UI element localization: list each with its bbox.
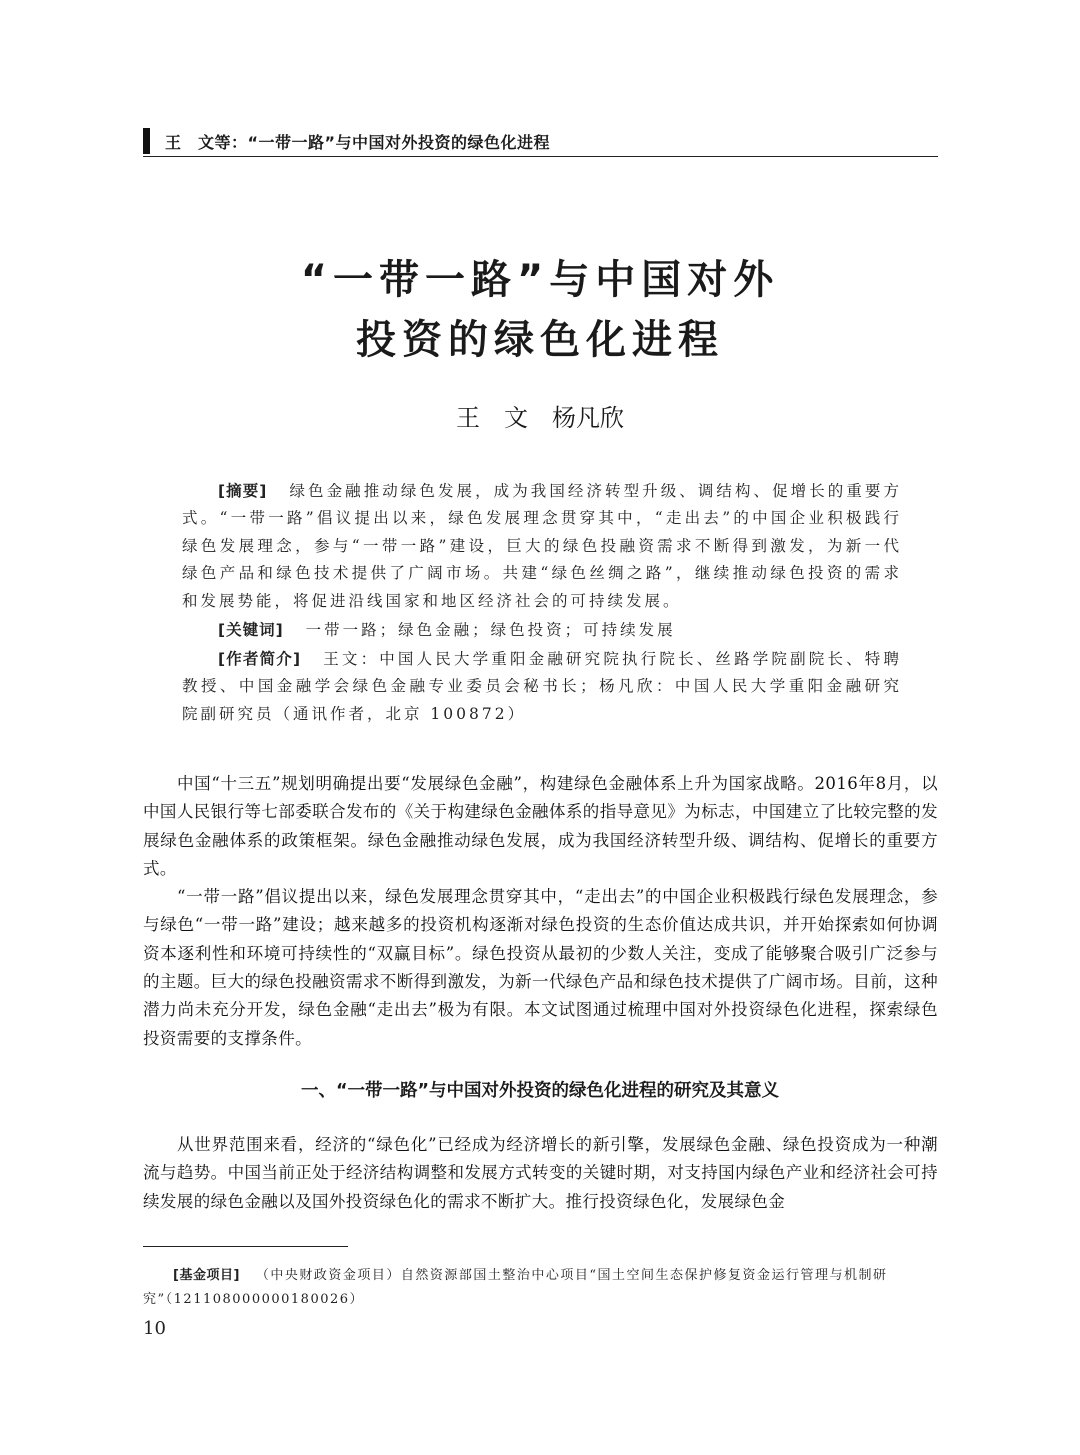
article-title-line1: “一带一路”与中国对外 xyxy=(300,257,780,303)
abstract-text: 绿色金融推动绿色发展，成为我国经济转型升级、调结构、促增长的重要方式。“一带一路”倡议提出以来，绿色发展理念贯穿其中，“走出去”的中国企业积极践行绿色发展理念，参与“一带一路”建设，巨大的绿色投融资需求不断得到激发，为新一代绿色产品和绿色技术提供了广阔市场。共建“绿色丝绸之路”，继续推动绿色投资的需求和发展势能，将促进沿线国家和地区经济社会的可持续发展。 xyxy=(182,482,902,610)
footnote-label: [基金项目] xyxy=(173,1268,240,1283)
section-heading: 一、“一带一路”与中国对外投资的绿色化进程的研究及其意义 xyxy=(300,1081,779,1101)
running-head xyxy=(143,126,938,157)
body-paragraph-1: 中国“十三五”规划明确提出要“发展绿色金融”，构建绿色金融体系上升为国家战略。2016年8月，以中国人民银行等七部委联合发布的《关于构建绿色金融体系的指导意见》为标志，中国建立了比较完整的发展绿色金融体系的政策框架。绿色金融推动绿色发展，成为我国经济转型升级、调结构、促增长的重要方式。 xyxy=(143,774,938,878)
abstract xyxy=(182,478,902,615)
keywords-text: 一带一路；绿色金融；绿色投资；可持续发展 xyxy=(305,621,676,639)
keywords xyxy=(182,617,902,644)
abstract-label: [摘要] xyxy=(218,482,268,500)
body-bottom xyxy=(143,1131,938,1216)
page-number: 10 xyxy=(143,1318,166,1339)
author-bio-text: 王文：中国人民大学重阳金融研究院执行院长、丝路学院副院长、特聘教授、中国金融学会绿色金融专业委员会秘书长；杨凡欣：中国人民大学重阳金融研究院副研究员（通讯作者，北京 100872） xyxy=(182,650,902,723)
footnote-rule xyxy=(143,1246,348,1247)
author-bio xyxy=(182,646,902,728)
body-paragraph-2: “一带一路”倡议提出以来，绿色发展理念贯穿其中，“走出去”的中国企业积极践行绿色发展理念，参与绿色“一带一路”建设；越来越多的投资机构逐渐对绿色投资的生态价值达成共识，并开始探索如何协调资本逐利性和环境可持续性的“双赢目标”。绿色投资从最初的少数人关注，变成了能够聚合吸引广泛参与的主题。巨大的绿色投融资需求不断得到激发，为新一代绿色产品和绿色技术提供了广阔市场。目前，这种潜力尚未充分开发，绿色金融“走出去”极为有限。本文试图通过梳理中国对外投资绿色化进程，探索绿色投资需要的支撑条件。 xyxy=(143,887,938,1048)
footnote-text: （中央财政资金项目）自然资源部国土整治中心项目“国土空间生态保护修复资金运行管理与机制研究”（121108000000180026） xyxy=(143,1268,888,1307)
running-head-bar xyxy=(143,128,150,154)
footnote xyxy=(143,1264,938,1312)
body-top xyxy=(143,770,938,1053)
article-title-line2: 投资的绿色化进程 xyxy=(356,317,724,363)
author-bio-label: [作者简介] xyxy=(218,650,302,668)
authors: 王 文 杨凡欣 xyxy=(456,404,624,432)
keywords-label: [关键词] xyxy=(218,621,284,639)
body-paragraph-3: 从世界范围来看，经济的“绿色化”已经成为经济增长的新引擎，发展绿色金融、绿色投资成为一种潮流与趋势。中国当前正处于经济结构调整和发展方式转变的关键时期，对支持国内绿色产业和经济社会可持续发展的绿色金融以及国外投资绿色化的需求不断扩大。推行投资绿色化，发展绿色金 xyxy=(143,1135,938,1211)
running-head-text: 王 文等：“一带一路”与中国对外投资的绿色化进程 xyxy=(165,133,551,152)
